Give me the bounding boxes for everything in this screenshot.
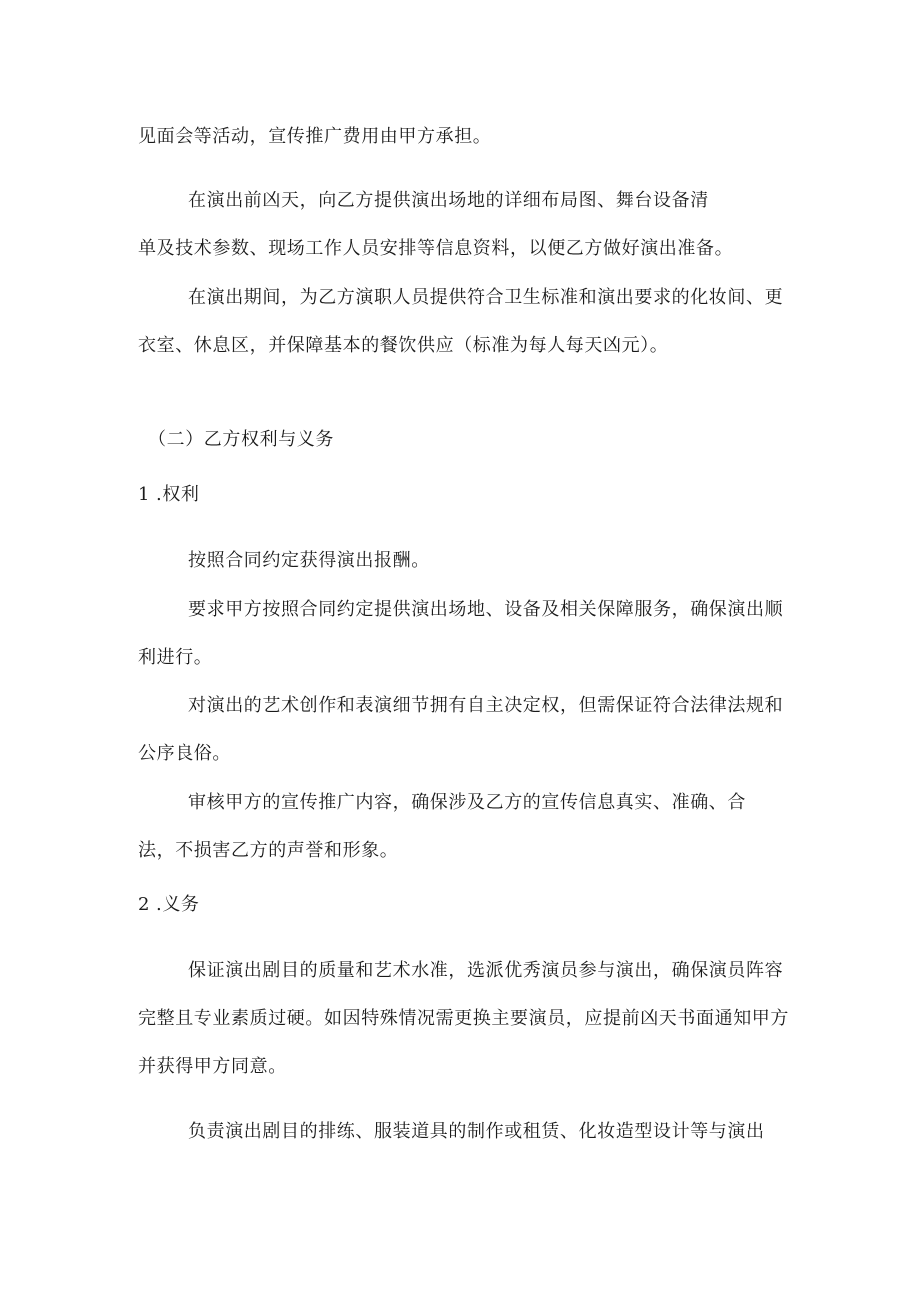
subsection-heading bbox=[138, 483, 200, 507]
subsection-number: 2 bbox=[138, 894, 151, 915]
text-line: 对演出的艺术创作和表演细节拥有自主决定权，但需保证符合法律法规和 bbox=[188, 695, 784, 716]
text-line: 审核甲方的宣传推广内容，确保涉及乙方的宣传信息真实、准确、合 bbox=[188, 792, 746, 813]
subsection-heading bbox=[138, 893, 200, 917]
text-line: 衣室、休息区，并保障基本的餐饮供应（标准为每人每天凶元）。 bbox=[138, 335, 669, 356]
text-line: 法，不损害乙方的声誉和形象。 bbox=[138, 840, 399, 861]
text-line: 单及技术参数、现场工作人员安排等信息资料，以便乙方做好演出准备。 bbox=[138, 238, 734, 259]
text-line: 完整且专业素质过硬。如因特殊情况需更换主要演员，应提前凶天书面通知甲方 bbox=[138, 1008, 789, 1029]
text-line: 在演出期间，为乙方演职人员提供符合卫生标准和演出要求的化妆间、更 bbox=[188, 287, 784, 308]
text-line: 在演出前凶天，向乙方提供演出场地的详细布局图、舞台设备清 bbox=[188, 190, 709, 211]
text-line: 见面会等活动，宣传推广费用由甲方承担。 bbox=[138, 126, 492, 147]
text-line: 要求甲方按照合同约定提供演出场地、设备及相关保障服务，确保演出顺 bbox=[188, 599, 784, 620]
text-line: 保证演出剧目的质量和艺术水准，选派优秀演员参与演出，确保演员阵容 bbox=[188, 960, 784, 981]
subsection-number: 1 bbox=[138, 484, 151, 505]
section-heading: （二）乙方权利与义务 bbox=[148, 429, 334, 450]
text-line: 按照合同约定获得演出报酬。 bbox=[188, 550, 430, 571]
text-line: 利进行。 bbox=[138, 647, 213, 668]
text-line: 并获得甲方同意。 bbox=[138, 1056, 287, 1077]
subsection-title: .义务 bbox=[156, 894, 200, 915]
text-line: 负责演出剧目的排练、服装道具的制作或租赁、化妆造型设计等与演出 bbox=[188, 1121, 765, 1142]
text-line: 公序良俗。 bbox=[138, 743, 231, 764]
subsection-title: .权利 bbox=[156, 484, 200, 505]
